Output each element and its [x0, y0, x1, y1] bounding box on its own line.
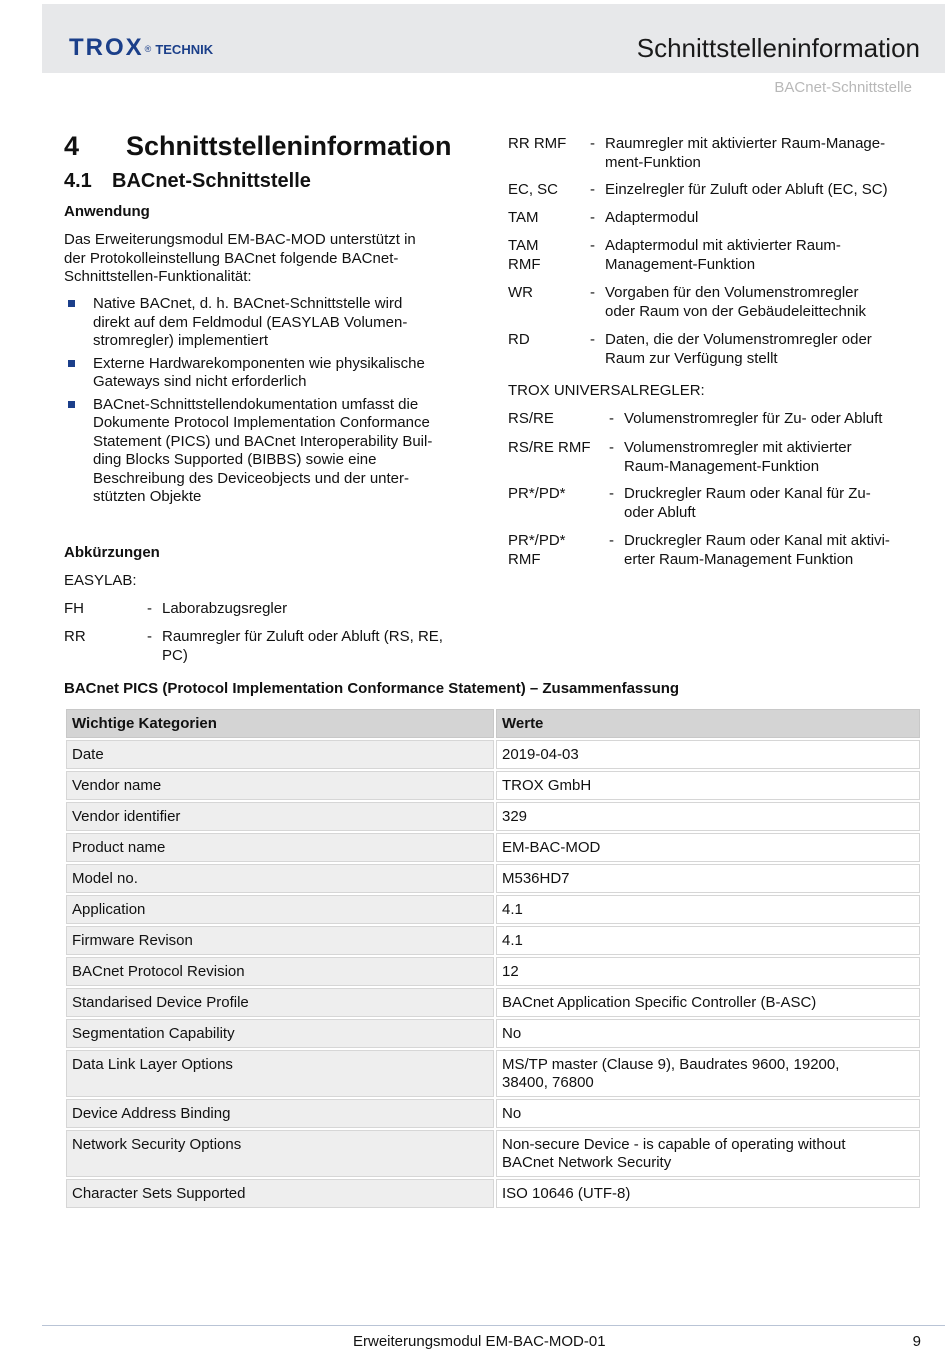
abbr-value	[624, 485, 871, 522]
table-cell-value	[496, 1050, 920, 1097]
abbr-row-rr-rmf	[508, 135, 928, 175]
value-line: No	[502, 1105, 522, 1122]
abbr-dash: -	[590, 209, 595, 226]
abbr-key-line: RMF	[508, 550, 541, 568]
abbr-dash: -	[609, 532, 614, 549]
abbr-dash: -	[590, 331, 595, 348]
footer-divider	[42, 1325, 945, 1326]
table-cell-value	[496, 1179, 920, 1208]
table-cell-value	[496, 895, 920, 924]
abbr-value-line: Volumenstromregler mit aktivierter	[624, 439, 852, 456]
table-cell-key: Firmware Revison	[66, 926, 494, 955]
bullet-line: stützten Objekte	[93, 488, 202, 505]
table-row	[66, 988, 920, 1017]
subsection-number: 4.1	[64, 170, 92, 192]
list-item	[64, 355, 484, 392]
anwendung-intro	[64, 231, 484, 287]
abbr-key: RS/RE	[508, 410, 554, 427]
bullet-line: direkt auf dem Feldmodul (EASYLAB Volumen-	[93, 313, 408, 331]
value-line: ISO 10646 (UTF-8)	[502, 1185, 631, 1202]
abbr-key: RS/RE RMF	[508, 439, 591, 456]
value-line: EM-BAC-MOD	[502, 839, 601, 856]
table-row	[66, 1050, 920, 1097]
table-cell-value	[496, 802, 920, 831]
abbr-key	[508, 237, 541, 274]
abbr-value	[605, 331, 872, 368]
abbr-dash: -	[609, 485, 614, 502]
table-cell-value	[496, 1130, 920, 1177]
abbr-value	[605, 135, 885, 172]
abbr-key: FH	[64, 600, 84, 617]
abbr-row-wr	[508, 284, 928, 324]
table-cell-value	[496, 1019, 920, 1048]
abbr-value-line: Einzelregler für Zuluft oder Abluft (EC, SC)	[605, 181, 888, 198]
table-cell-key: Device Address Binding	[66, 1099, 494, 1128]
intro-line: Das Erweiterungsmodul EM-BAC-MOD unterstützt in	[64, 231, 416, 248]
table-cell-value	[496, 957, 920, 986]
abbr-dash: -	[609, 439, 614, 456]
abbr-dash: -	[590, 181, 595, 198]
abbr-key	[508, 532, 566, 569]
table-cell-value	[496, 926, 920, 955]
abbr-value-line: erter Raum-Management Funktion	[624, 550, 854, 568]
abbr-value	[624, 410, 882, 429]
value-line: 38400, 76800	[502, 1074, 594, 1091]
pics-heading: BACnet PICS (Protocol Implementation Conformance Statement) – Zusammenfassung	[64, 680, 680, 697]
intro-line: Schnittstellen-Funktionalität:	[64, 268, 252, 285]
abbr-value-line: Raumregler mit aktivierter Raum-Manage-	[605, 135, 886, 152]
abbr-value	[624, 439, 852, 476]
abbr-value	[605, 181, 888, 200]
bullet-line: ding Blocks Supported (BIBBS) sowie eine	[93, 451, 377, 468]
value-line: 4.1	[502, 901, 523, 918]
page-number: 9	[912, 1333, 921, 1350]
abbr-value-line: oder Abluft	[624, 503, 696, 521]
table-cell-key: Vendor name	[66, 771, 494, 800]
bullet-line: BACnet-Schnittstellendokumentation umfasst die	[93, 395, 419, 413]
table-cell-key: Vendor identifier	[66, 802, 494, 831]
subsection-heading	[64, 170, 311, 193]
value-line: 4.1	[502, 932, 523, 949]
table-row	[66, 1019, 920, 1048]
table-row	[66, 740, 920, 769]
table-cell-key: Network Security Options	[66, 1130, 494, 1177]
abbr-key: RR	[64, 628, 86, 645]
section-heading	[64, 131, 452, 162]
value-line: BACnet Application Specific Controller (B-ASC)	[502, 994, 817, 1011]
feature-list	[64, 295, 484, 511]
table-row	[66, 1130, 920, 1177]
abbr-value-line: Druckregler Raum oder Kanal mit aktivi-	[624, 532, 890, 549]
logo-wordmark: TROX	[69, 34, 144, 61]
abbr-dash: -	[147, 600, 152, 617]
table-row	[66, 833, 920, 862]
table-row	[66, 895, 920, 924]
column-header-categories: Wichtige Kategorien	[66, 709, 494, 738]
table-row	[66, 1179, 920, 1208]
abbr-key: PR*/PD*	[508, 485, 566, 502]
value-line: MS/TP master (Clause 9), Baudrates 9600, 19200,	[502, 1056, 840, 1073]
table-row	[66, 957, 920, 986]
abbr-value	[162, 600, 287, 619]
value-line: TROX GmbH	[502, 777, 592, 794]
abbr-value	[624, 532, 890, 569]
abbr-value	[605, 209, 698, 228]
abbr-row-rs-re	[508, 410, 928, 430]
abbr-row-rs-re-rmf	[508, 439, 928, 479]
abbr-value-line: oder Raum von der Gebäudeleittechnik	[605, 302, 866, 320]
pics-table	[64, 707, 922, 1210]
abbr-dash: -	[590, 135, 595, 152]
bullet-line: Gateways sind nicht erforderlich	[93, 373, 307, 390]
easylab-label: EASYLAB:	[64, 572, 137, 589]
value-line: M536HD7	[502, 870, 570, 887]
abbr-row-tam	[508, 209, 928, 229]
abbr-row-rr	[64, 628, 484, 668]
table-cell-value	[496, 1099, 920, 1128]
abbr-key: TAM	[508, 209, 539, 226]
abbr-value-line: Daten, die der Volumenstromregler oder	[605, 331, 872, 348]
table-cell-key: Application	[66, 895, 494, 924]
abbr-value-line: Raum zur Verfügung stellt	[605, 349, 778, 367]
table-cell-key: Character Sets Supported	[66, 1179, 494, 1208]
abbr-row-rd	[508, 331, 928, 371]
abbr-key: EC, SC	[508, 181, 559, 198]
header-title: Schnittstelleninformation	[636, 33, 920, 63]
logo-registered-mark: ®	[144, 44, 152, 54]
abbr-value-line: Raum-Management-Funktion	[624, 457, 820, 475]
list-item	[64, 295, 484, 351]
universal-label: TROX UNIVERSALREGLER:	[508, 382, 705, 399]
abbr-value-line: Adaptermodul	[605, 209, 699, 226]
abbr-key: RD	[508, 331, 530, 348]
value-line: Non-secure Device - is capable of operating without	[502, 1136, 846, 1153]
table-cell-value	[496, 771, 920, 800]
list-item	[64, 396, 484, 507]
abbr-value-line: PC)	[162, 646, 188, 664]
bullet-square-icon	[68, 300, 75, 307]
bullet-line: Dokumente Protocol Implementation Conformance	[93, 414, 430, 431]
table-cell-key: BACnet Protocol Revision	[66, 957, 494, 986]
bullet-square-icon	[68, 401, 75, 408]
table-cell-key: Segmentation Capability	[66, 1019, 494, 1048]
abbr-row-fh	[64, 600, 484, 620]
bullet-line: stromregler) implementiert	[93, 332, 269, 349]
abbr-key-line: RMF	[508, 255, 541, 273]
table-row	[66, 926, 920, 955]
subsection-title: BACnet-Schnittstelle	[112, 170, 311, 192]
table-row	[66, 864, 920, 893]
abbr-value-line: Druckregler Raum oder Kanal für Zu-	[624, 485, 871, 502]
abbr-key-line: TAM	[508, 237, 539, 254]
abbr-row-pr-pd-rmf	[508, 532, 928, 572]
value-line: BACnet Network Security	[502, 1154, 672, 1171]
bullet-line: Native BACnet, d. h. BACnet-Schnittstelle wird	[93, 295, 403, 312]
table-cell-key: Standarised Device Profile	[66, 988, 494, 1017]
table-cell-value	[496, 864, 920, 893]
abkuerzungen-heading: Abkürzungen	[64, 544, 160, 561]
abbr-dash: -	[590, 284, 595, 301]
abbr-row-tam-rmf	[508, 237, 928, 277]
abbr-value-line: Management-Funktion	[605, 255, 756, 273]
abbr-value-line: Vorgaben für den Volumenstromregler	[605, 284, 859, 301]
table-cell-key: Date	[66, 740, 494, 769]
abbr-key: WR	[508, 284, 533, 301]
abbr-key: RR RMF	[508, 135, 567, 152]
abbr-dash: -	[609, 410, 614, 427]
bullet-line: Statement (PICS) und BACnet Interoperability Buil-	[93, 432, 433, 450]
header-subtitle: BACnet-Schnittstelle	[774, 79, 912, 96]
bullet-square-icon	[68, 360, 75, 367]
table-header-row	[66, 709, 920, 738]
abbr-value-line: Volumenstromregler für Zu- oder Abluft	[624, 410, 883, 427]
value-line: No	[502, 1025, 522, 1042]
value-line: 329	[502, 808, 528, 825]
table-cell-value	[496, 740, 920, 769]
abbr-row-pr-pd	[508, 485, 928, 525]
table-row	[66, 802, 920, 831]
abbr-value-line: Adaptermodul mit aktivierter Raum-	[605, 237, 841, 254]
abbr-value-line: ment-Funktion	[605, 153, 701, 171]
abbr-value-line: Raumregler für Zuluft oder Abluft (RS, RE,	[162, 628, 443, 645]
abbr-value	[605, 284, 866, 321]
footer-document-title: Erweiterungsmodul EM-BAC-MOD-01	[353, 1333, 606, 1350]
table-row	[66, 771, 920, 800]
logo-subtext: TECHNIK	[155, 42, 214, 57]
abbr-dash: -	[147, 628, 152, 645]
column-header-values: Werte	[496, 709, 920, 738]
bullet-line: Beschreibung des Deviceobjects und der unter-	[93, 469, 410, 487]
bullet-line: Externe Hardwarekomponenten wie physikalische	[93, 354, 425, 372]
abbr-value	[162, 628, 443, 665]
table-cell-key: Model no.	[66, 864, 494, 893]
value-line: 2019-04-03	[502, 746, 579, 763]
table-row	[66, 1099, 920, 1128]
abbr-value	[605, 237, 841, 274]
trox-logo	[69, 30, 213, 60]
table-cell-value	[496, 988, 920, 1017]
abbr-value-line: Laborabzugsregler	[162, 600, 288, 617]
abbr-key-line: PR*/PD*	[508, 532, 566, 549]
intro-line: der Protokolleinstellung BACnet folgende BACnet-	[64, 249, 399, 267]
table-cell-key: Product name	[66, 833, 494, 862]
anwendung-heading: Anwendung	[64, 203, 150, 220]
abbr-row-ec-sc	[508, 181, 928, 201]
section-number: 4	[64, 131, 80, 161]
table-cell-key: Data Link Layer Options	[66, 1050, 494, 1097]
abbr-dash: -	[590, 237, 595, 254]
section-title: Schnittstelleninformation	[126, 131, 452, 161]
table-cell-value	[496, 833, 920, 862]
value-line: 12	[502, 963, 519, 980]
